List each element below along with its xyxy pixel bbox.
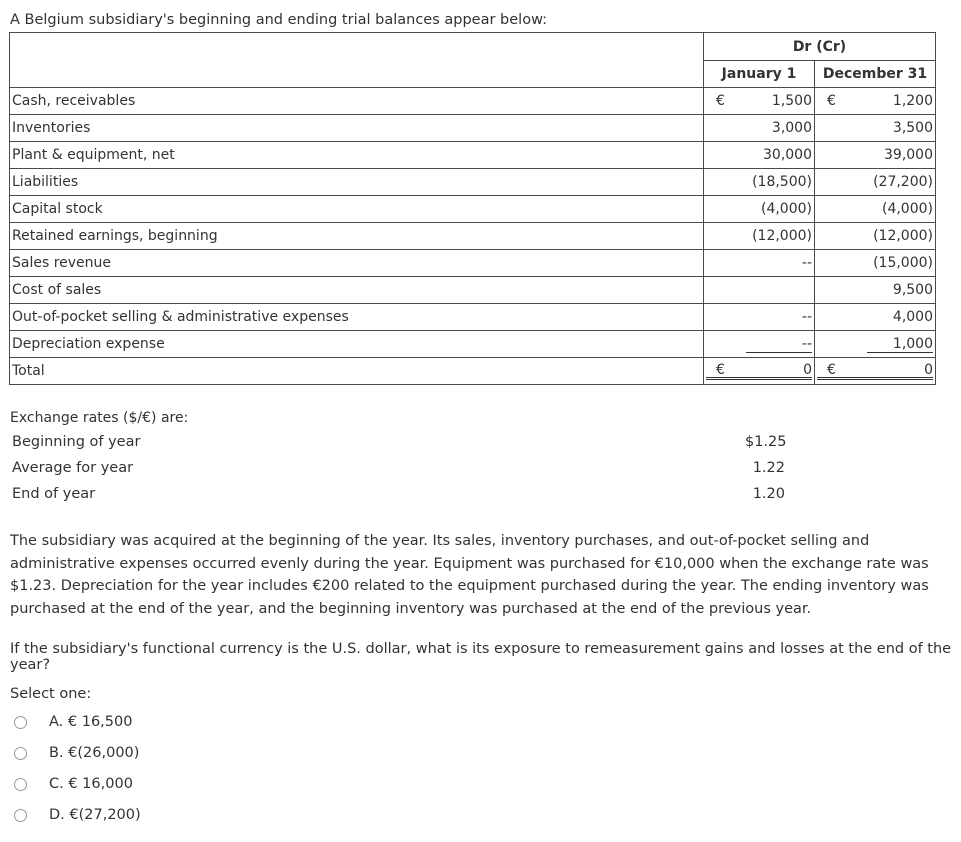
euro-sign: € <box>827 362 836 378</box>
table-row <box>10 277 936 304</box>
option-label: D. €(27,200) <box>49 807 141 823</box>
row-label: Retained earnings, beginning <box>10 223 704 250</box>
row-label: Depreciation expense <box>10 331 704 358</box>
problem-paragraph: The subsidiary was acquired at the beginning of the year. Its sales, inventory purchases, and out-of-pocket selling and administrative expenses occurred evenly during the year. Equipment was purchased for €10,000 when the exchange rate was $1.23. Depreciation for the year includes €200 related to the equipment purchased during the year. The ending inventory was purchased at the end of the year, and the beginning inventory was purchased at the end of the previous year. <box>10 533 929 617</box>
option-label: A. € 16,500 <box>49 714 133 730</box>
jan-value: -- <box>704 250 815 277</box>
table-row <box>10 142 936 169</box>
jan-value: -- <box>704 331 815 358</box>
select-one-label: Select one: <box>10 686 92 702</box>
dec-value: (12,000) <box>815 223 936 250</box>
header-january: January 1 <box>704 61 815 88</box>
jan-total: € 0 <box>704 358 815 385</box>
option-label: C. € 16,000 <box>49 776 133 792</box>
option-d[interactable] <box>12 804 141 826</box>
jan-value: (18,500) <box>704 169 815 196</box>
jan-value: 3,000 <box>704 115 815 142</box>
euro-sign: € <box>716 93 725 109</box>
exchange-row-label: End of year <box>12 486 96 502</box>
table-row <box>10 304 936 331</box>
dec-value: (4,000) <box>815 196 936 223</box>
radio-button[interactable] <box>14 778 27 791</box>
dec-value: 4,000 <box>815 304 936 331</box>
jan-value: € 1,500 <box>704 88 815 115</box>
exchange-row-value: $1.25 <box>745 434 787 450</box>
table-row <box>10 196 936 223</box>
question-text: If the subsidiary's functional currency is the U.S. dollar, what is its exposure to remeasurement gains and losses at the end of the year? <box>10 641 952 673</box>
jan-value: (12,000) <box>704 223 815 250</box>
table-header-row-2 <box>10 61 936 88</box>
option-c[interactable] <box>12 773 133 795</box>
option-a[interactable] <box>12 711 132 733</box>
dec-value: (15,000) <box>815 250 936 277</box>
row-label: Total <box>10 358 704 385</box>
row-label: Out-of-pocket selling & administrative expenses <box>10 304 704 331</box>
jan-value: 30,000 <box>704 142 815 169</box>
euro-sign: € <box>827 93 836 109</box>
table-row <box>10 88 936 115</box>
row-label: Plant & equipment, net <box>10 142 704 169</box>
dec-value: 1,000 <box>815 331 936 358</box>
dec-value: (27,200) <box>815 169 936 196</box>
row-label: Sales revenue <box>10 250 704 277</box>
intro-text: A Belgium subsidiary's beginning and ending trial balances appear below: <box>10 12 548 28</box>
exchange-row-value: 1.22 <box>752 460 785 476</box>
exchange-row-label: Beginning of year <box>12 434 141 450</box>
trial-balance-table <box>9 32 936 385</box>
row-label: Cash, receivables <box>10 88 704 115</box>
exchange-row-label: Average for year <box>12 460 134 476</box>
table-row <box>10 250 936 277</box>
table-header-row-1 <box>10 33 936 61</box>
radio-button[interactable] <box>14 747 27 760</box>
dec-value: 3,500 <box>815 115 936 142</box>
jan-value <box>704 277 815 304</box>
row-label: Capital stock <box>10 196 704 223</box>
table-row <box>10 223 936 250</box>
dec-total: € 0 <box>815 358 936 385</box>
jan-value: (4,000) <box>704 196 815 223</box>
exchange-row-value: 1.20 <box>752 486 785 502</box>
table-row-total <box>10 358 936 385</box>
exchange-rates-label: Exchange rates ($/€) are: <box>10 410 189 426</box>
table-row <box>10 115 936 142</box>
dec-value: 39,000 <box>815 142 936 169</box>
radio-button[interactable] <box>14 716 27 729</box>
row-label: Inventories <box>10 115 704 142</box>
radio-button[interactable] <box>14 809 27 822</box>
row-label: Liabilities <box>10 169 704 196</box>
row-label: Cost of sales <box>10 277 704 304</box>
option-b[interactable] <box>12 742 139 764</box>
header-dr-cr: Dr (Cr) <box>704 33 936 61</box>
euro-sign: € <box>716 362 725 378</box>
dec-value: € 1,200 <box>815 88 936 115</box>
table-row <box>10 331 936 358</box>
option-label: B. €(26,000) <box>49 745 140 761</box>
table-row <box>10 169 936 196</box>
header-december: December 31 <box>815 61 936 88</box>
dec-value: 9,500 <box>815 277 936 304</box>
jan-value: -- <box>704 304 815 331</box>
